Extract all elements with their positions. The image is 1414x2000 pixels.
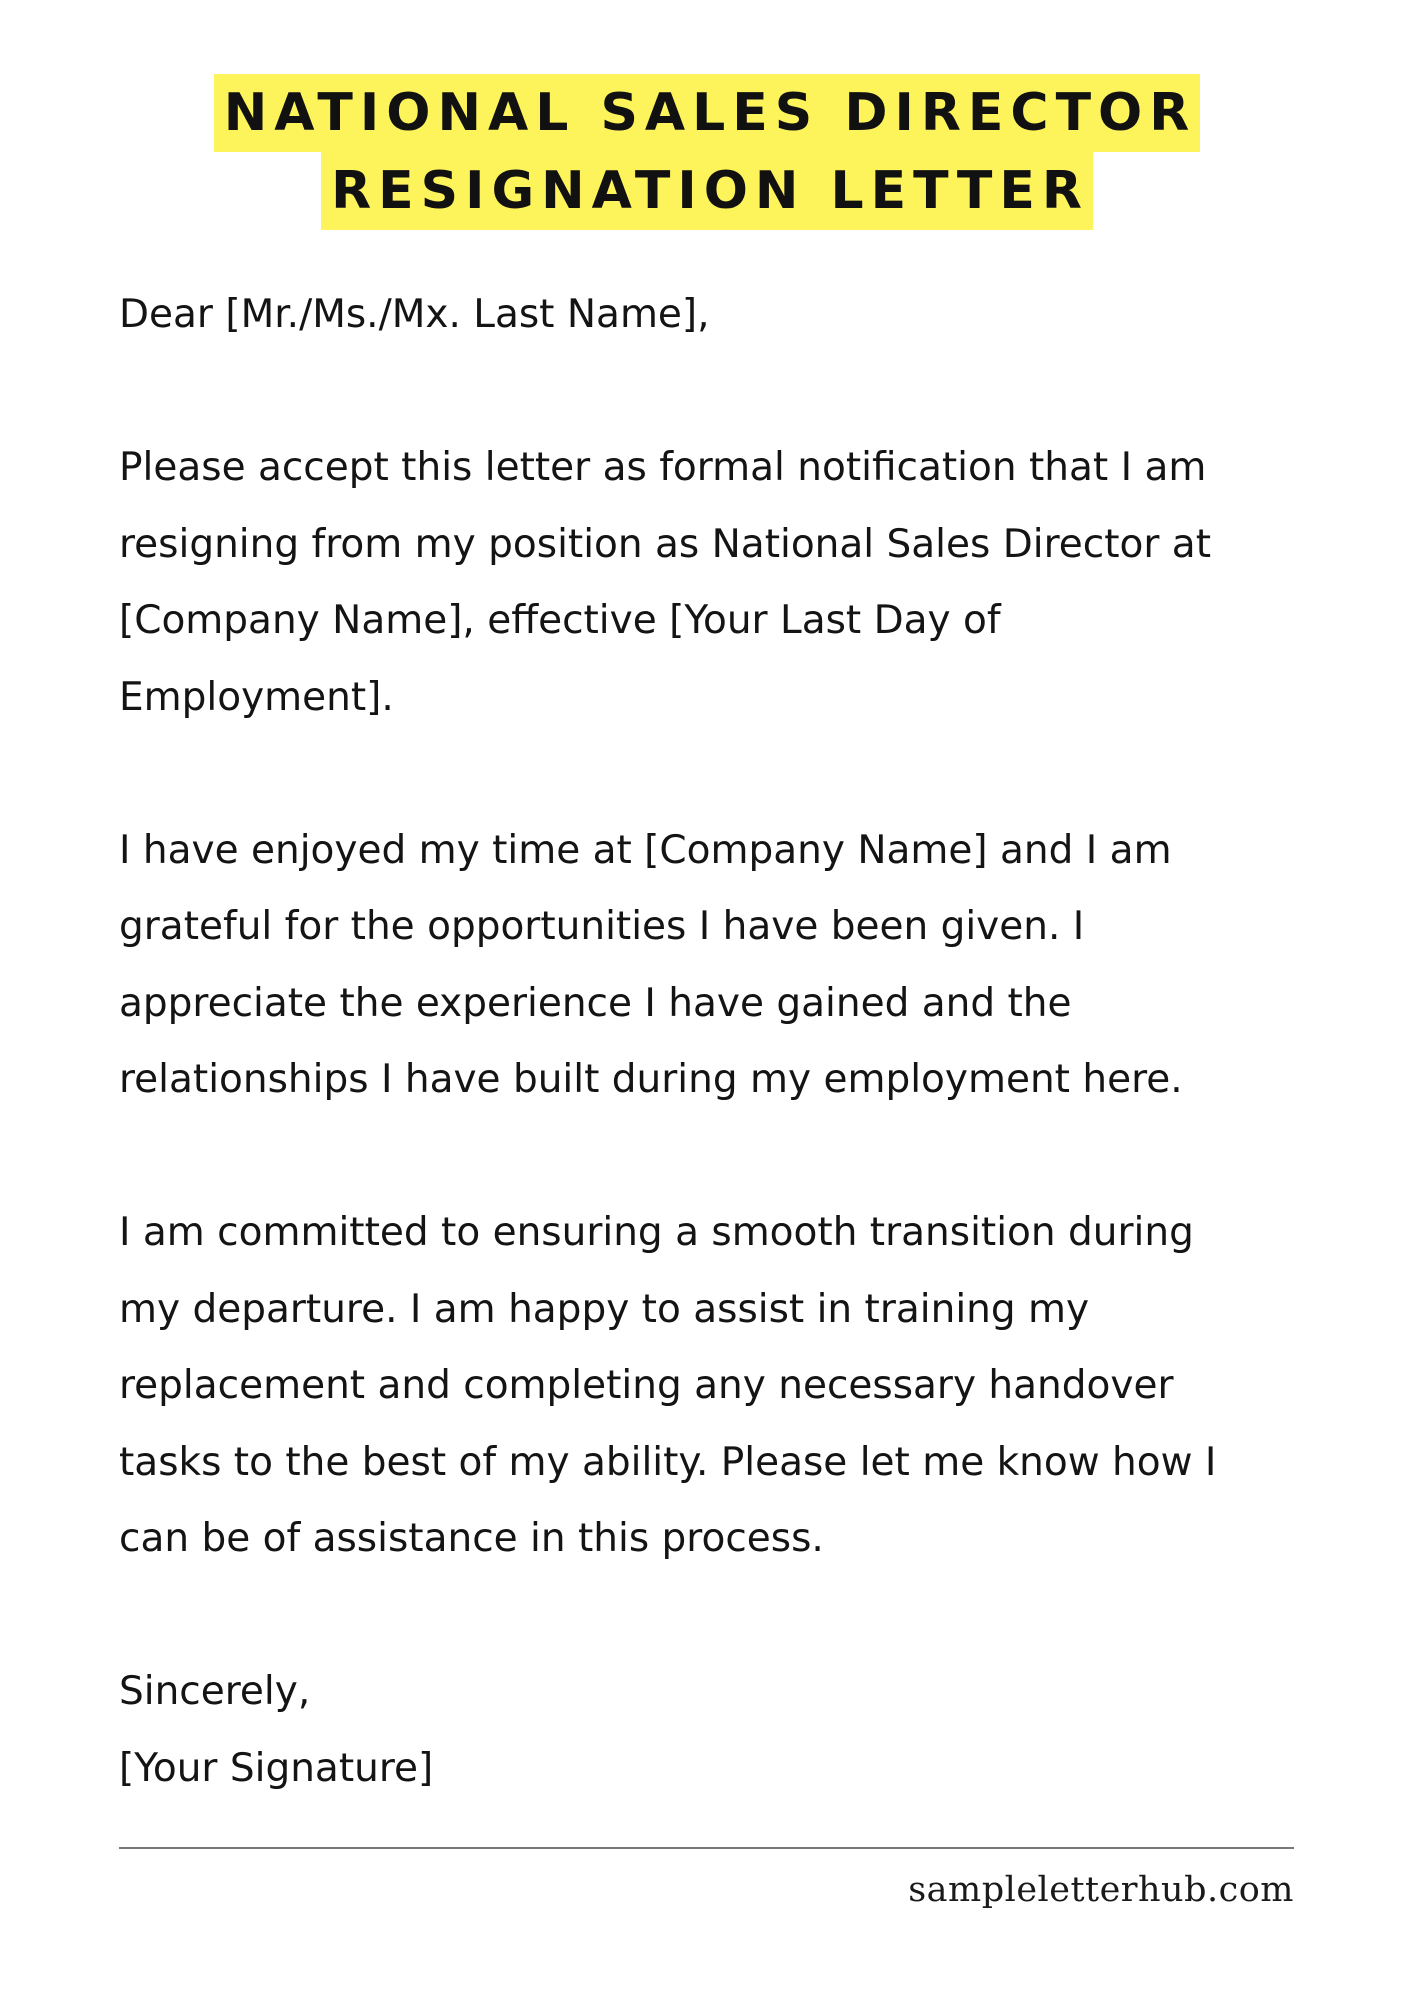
signature-placeholder: [Your Signature] <box>119 1745 434 1791</box>
paragraph-3 <box>119 1195 1319 1578</box>
footer-website: sampleletterhub.com <box>908 1870 1294 1910</box>
salutation: Dear [Mr./Ms./Mx. Last Name], <box>119 292 710 337</box>
paragraph-gap <box>119 1119 1319 1196</box>
paragraph-1 <box>119 430 1319 736</box>
letter-body <box>119 277 1319 1807</box>
paragraph-line: my departure. I am happy to assist in training my <box>119 1286 1090 1332</box>
paragraph-line: replacement and completing any necessary handover <box>119 1363 1174 1408</box>
paragraph-line: relationships I have built during my employment here. <box>119 1057 1183 1102</box>
title-line-2: RESIGNATION LETTER <box>321 152 1093 230</box>
closing: Sincerely, <box>119 1669 311 1714</box>
paragraph-line: tasks to the best of my ability. Please let me know how I <box>119 1439 1217 1485</box>
letter-title <box>0 74 1414 230</box>
paragraph-line: I have enjoyed my time at [Company Name] and I am <box>119 827 1172 873</box>
paragraph-line: can be of assistance in this process. <box>119 1516 824 1561</box>
paragraph-line: resigning from my position as National Sales Director at <box>119 521 1211 567</box>
title-line-1: NATIONAL SALES DIRECTOR <box>214 74 1201 152</box>
footer-divider <box>119 1847 1294 1849</box>
paragraph-line: appreciate the experience I have gained and the <box>119 980 1072 1026</box>
paragraph-gap <box>119 354 1319 431</box>
paragraph-line: [Company Name], effective [Your Last Day of <box>119 598 1001 643</box>
paragraph-line: Employment]. <box>119 674 394 720</box>
paragraph-gap <box>119 736 1319 813</box>
paragraph-line: grateful for the opportunities I have been given. I <box>119 904 1085 949</box>
paragraph-line: I am committed to ensuring a smooth transition during <box>119 1210 1194 1255</box>
paragraph-line: Please accept this letter as formal notification that I am <box>119 445 1207 490</box>
paragraph-2 <box>119 813 1319 1119</box>
paragraph-gap <box>119 1578 1319 1655</box>
